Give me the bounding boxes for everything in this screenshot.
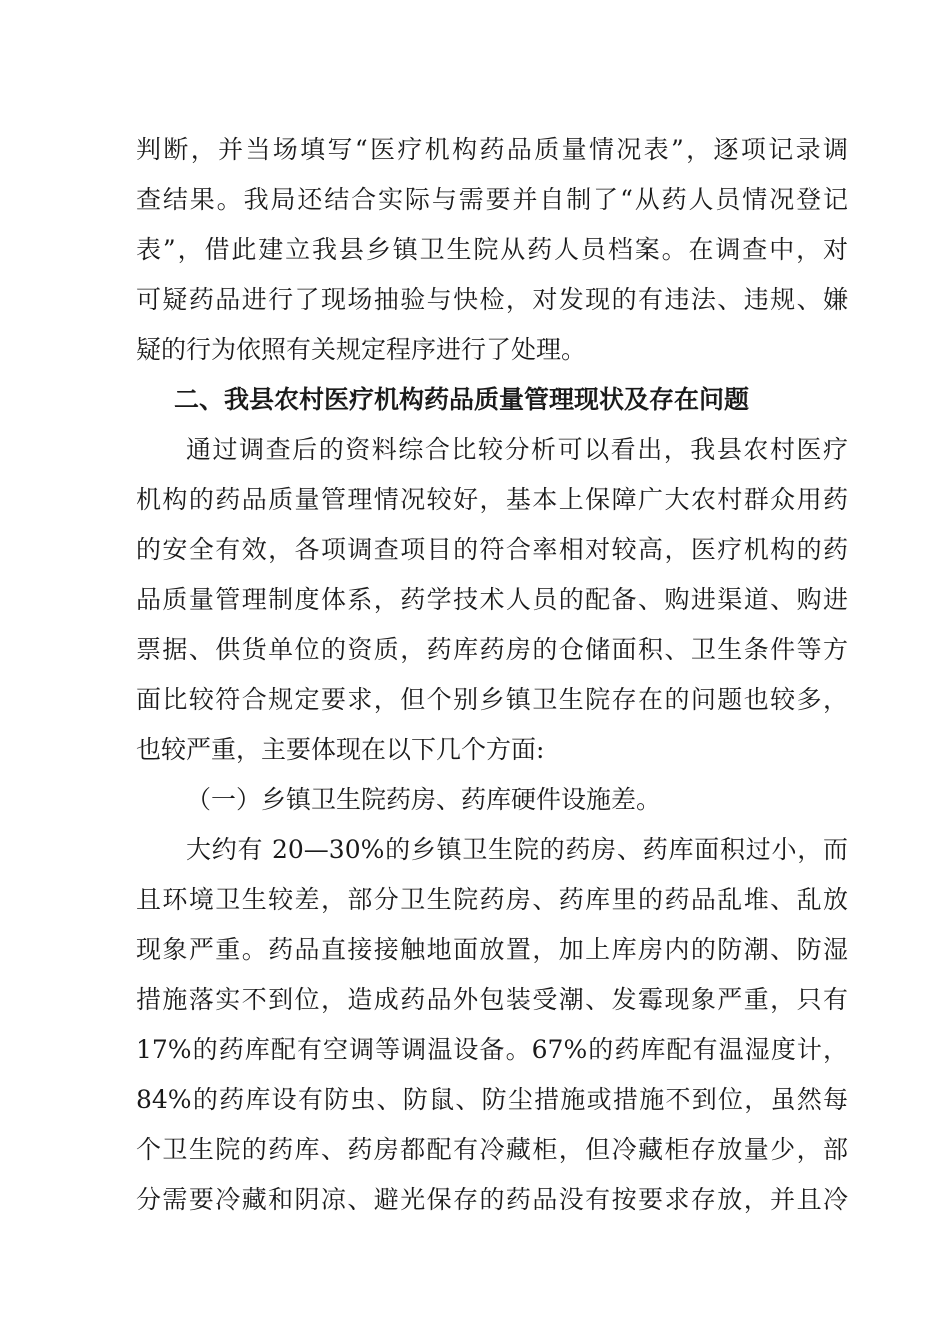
paragraph-line: 大约有 20—30%的乡镇卫生院的药房、药库面积过小，而 [186, 835, 848, 864]
paragraph-line: 可疑药品进行了现场抽验与快检，对发现的有违法、违规、嫌 [136, 285, 848, 314]
paragraph-line: 表”，借此建立我县乡镇卫生院从药人员档案。在调查中，对 [136, 235, 848, 264]
paragraph-line: 也较严重，主要体现在以下几个方面: [136, 735, 545, 764]
subsection-heading: （一）乡镇卫生院药房、药库硬件设施差。 [186, 785, 662, 814]
paragraph-line: 票据、供货单位的资质，药库药房的仓储面积、卫生条件等方 [136, 635, 848, 664]
paragraph-line: 品质量管理制度体系，药学技术人员的配备、购进渠道、购进 [136, 585, 848, 614]
paragraph-line: 个卫生院的药库、药房都配有冷藏柜，但冷藏柜存放量少，部 [136, 1135, 848, 1164]
paragraph-line: 现象严重。药品直接接触地面放置，加上库房内的防潮、防湿 [136, 935, 848, 964]
paragraph-line: 机构的药品质量管理情况较好，基本上保障广大农村群众用药 [136, 485, 848, 514]
paragraph-line: 措施落实不到位，造成药品外包装受潮、发霉现象严重，只有 [136, 985, 848, 1014]
paragraph-line: 的安全有效，各项调查项目的符合率相对较高，医疗机构的药 [136, 535, 848, 564]
paragraph-line: 17%的药库配有空调等调温设备。67%的药库配有温湿度计， [136, 1035, 848, 1064]
paragraph-line: 判断，并当场填写“医疗机构药品质量情况表”，逐项记录调 [136, 135, 848, 164]
section-heading: 二、我县农村医疗机构药品质量管理现状及存在问题 [174, 385, 750, 414]
paragraph-line: 疑的行为依照有关规定程序进行了处理。 [136, 335, 587, 364]
paragraph-line: 通过调查后的资料综合比较分析可以看出，我县农村医疗 [186, 435, 848, 464]
paragraph-line: 查结果。我局还结合实际与需要并自制了“从药人员情况登记 [136, 185, 848, 214]
paragraph-line: 且环境卫生较差，部分卫生院药房、药库里的药品乱堆、乱放 [136, 885, 848, 914]
paragraph-line: 84%的药库设有防虫、防鼠、防尘措施或措施不到位，虽然每 [136, 1085, 848, 1114]
paragraph-line: 分需要冷藏和阴凉、避光保存的药品没有按要求存放，并且冷 [136, 1185, 848, 1214]
paragraph-line: 面比较符合规定要求，但个别乡镇卫生院存在的问题也较多， [136, 685, 848, 714]
